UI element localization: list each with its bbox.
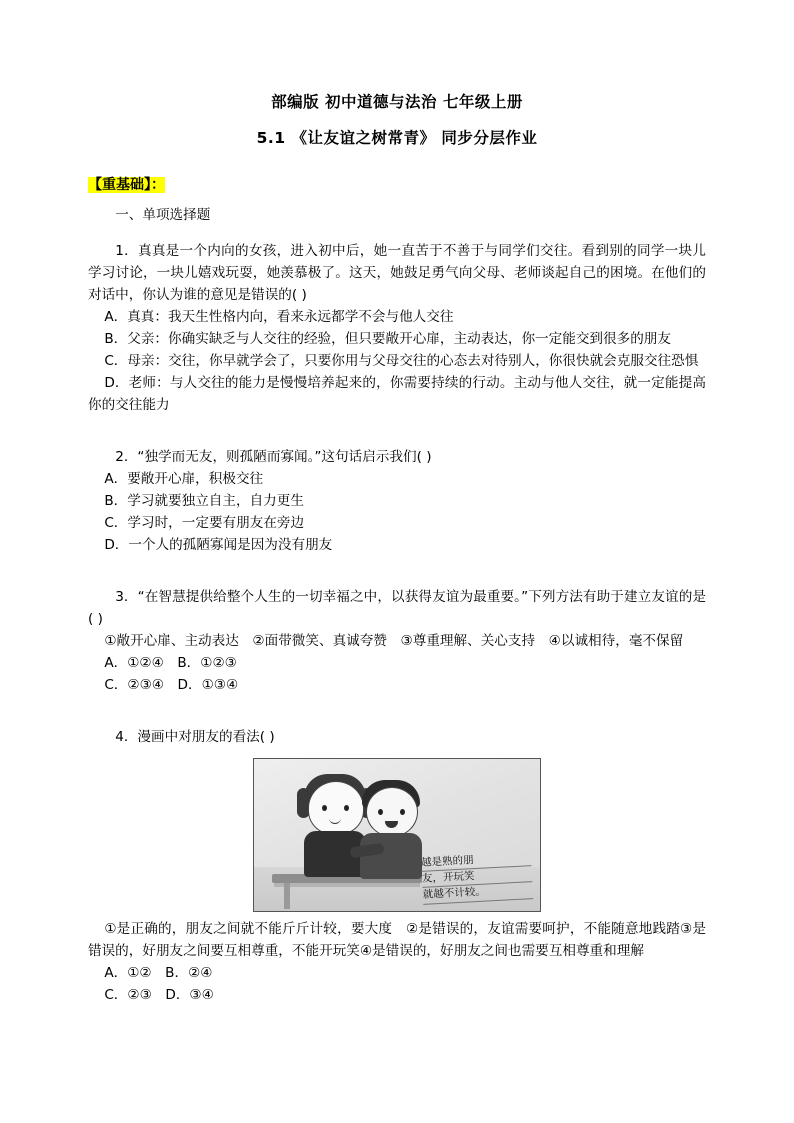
comic-illustration [253, 758, 541, 912]
question-4-stem: 4．漫画中对朋友的看法( ) [115, 729, 275, 746]
question-4-figure [88, 758, 706, 912]
question-2 [88, 446, 706, 556]
question-4-analysis: ①是正确的，朋友之间就不能斤斤计较，要大度 ②是错误的，友谊需要呵护，不能随意地践踏③是错误的，好朋友之间要互相尊重，不能开玩笑④是错误的，好朋友之间也需要互相尊重和理解 [88, 921, 706, 960]
question-3-option-row-2: C．②③④ D．①③④ [104, 677, 239, 694]
question-1 [88, 240, 706, 416]
page-title: 部编版 初中道德与法治 七年级上册 [271, 93, 523, 111]
question-2-option-c: C．学习时，一定要有朋友在旁边 [104, 515, 305, 532]
comic-caption-line-1: 越是熟的朋 [421, 850, 532, 872]
question-4-option-row-1: A．①② B．②④ [104, 965, 213, 982]
question-1-option-b: B．父亲：你确实缺乏与人交往的经验，但只要敞开心扉，主动表达，你一定能交到很多的朋友 [104, 331, 671, 348]
section-heading [88, 174, 706, 194]
comic-child-left-head [308, 781, 364, 835]
comic-child-right-body [360, 833, 422, 879]
question-3-items: ①敞开心扉、主动表达 ②面带微笑、真诚夸赞 ③尊重理解、关心支持 ④以诚相待，毫不保留 [104, 633, 684, 650]
comic-caption [421, 850, 533, 904]
question-3 [88, 586, 706, 696]
question-1-option-c: C．母亲：交往，你早就学会了，只要你用与父母交往的心态去对待别人，你很快就会克服交往恐惧 [104, 353, 699, 370]
question-2-option-d: D．一个人的孤陋寡闻是因为没有朋友 [104, 537, 333, 554]
question-2-stem: 2．“独学而无友，则孤陋而寡闻。”这句话启示我们( ) [115, 449, 432, 466]
question-1-option-d: D．老师：与人交往的能力是慢慢培养起来的，你需要持续的行动。主动与他人交往，就一定能提高你的交往能力 [88, 375, 706, 414]
question-3-option-row-1: A．①②④ B．①②③ [104, 655, 237, 672]
question-1-option-a: A．真真：我天生性格内向，看来永远都学不会与他人交往 [104, 309, 454, 326]
section-heading-label: 【重基础】： [88, 177, 165, 193]
question-1-stem: 1．真真是一个内向的女孩，进入初中后，她一直苦于不善于与同学们交往。看到别的同学一块儿学习讨论，一块儿嬉戏玩耍，她羡慕极了。这天，她鼓足勇气向父母、老师谈起自己的困境。在他们的对话中，你认为谁的意见是错误的( ) [88, 243, 706, 304]
question-3-stem: 3．“在智慧提供给整个人生的一切幸福之中，以获得友谊为最重要。”下列方法有助于建立友谊的是( ) [88, 589, 706, 628]
question-4-option-row-2: C．②③ D．③④ [104, 987, 214, 1004]
question-2-option-a: A．要敞开心扉，积极交往 [104, 471, 264, 488]
question-4 [88, 726, 706, 1006]
part-one-heading: 一、单项选择题 [115, 207, 211, 223]
comic-caption-line-2: 友，开玩笑 [422, 866, 533, 888]
comic-child-right-head [366, 787, 418, 837]
comic-caption-line-3: 就越不计较。 [422, 882, 533, 904]
page-subtitle: 5.1 《让友谊之树常青》 同步分层作业 [256, 129, 538, 147]
question-2-option-b: B．学习就要独立自主，自力更生 [104, 493, 304, 510]
